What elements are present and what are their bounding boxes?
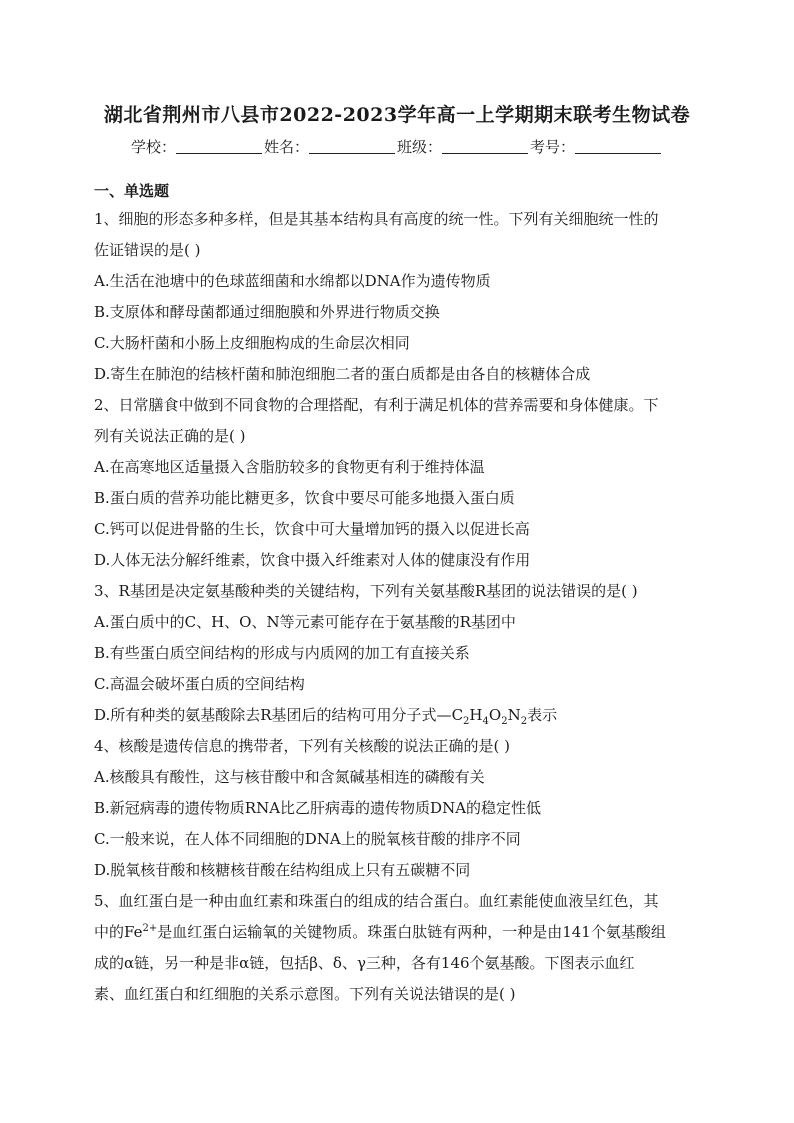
question-stem-line: 3、R基团是决定氨基酸种类的关键结构，下列有关氨基酸R基团的说法错误的是( ) bbox=[94, 582, 638, 600]
question-stem-line: 列有关说法正确的是( ) bbox=[94, 427, 246, 445]
section-heading: 一、单选题 bbox=[94, 182, 170, 200]
option-c: C.高温会破坏蛋白质的空间结构 bbox=[94, 675, 305, 693]
name-blank[interactable] bbox=[309, 139, 395, 154]
question-stem-line: 成的α链，另一种是非α链，包括β、δ、γ三种，各有146个氨基酸。下图表示血红 bbox=[94, 954, 635, 972]
page-title: 湖北省荆州市八县市2022-2023学年高一上学期期末联考生物试卷 bbox=[103, 104, 691, 126]
exam-number-field: 考号： bbox=[530, 136, 663, 157]
question-stem-line: 中的$Fe^{2+}$是血红蛋白运输氧的关键物质。珠蛋白肽链有两种，一种是由141个氨基酸组 bbox=[94, 923, 666, 941]
molecular-formula: $C_2H_4O_2N_2$ bbox=[451, 706, 528, 727]
option-d: D.脱氧核苷酸和核糖核苷酸在结构组成上只有五碳糖不同 bbox=[94, 861, 471, 879]
option-b: B.支原体和酵母菌都通过细胞膜和外界进行物质交换 bbox=[94, 303, 440, 321]
option-d: D.寄生在肺泡的结核杆菌和肺泡细胞二者的蛋白质都是由各自的核糖体合成 bbox=[94, 365, 591, 383]
student-info-row bbox=[0, 136, 794, 157]
name-field: 姓名： bbox=[264, 136, 397, 157]
question-stem-line: 2、日常膳食中做到不同食物的合理搭配，有利于满足机体的营养需要和身体健康。下 bbox=[94, 396, 659, 414]
option-c: C.钙可以促进骨骼的生长，饮食中可大量增加钙的摄入以促进长高 bbox=[94, 520, 530, 538]
option-a: A.核酸具有酸性，这与核苷酸中和含氮碱基相连的磷酸有关 bbox=[94, 768, 485, 786]
question-5 bbox=[94, 886, 706, 1010]
question-stem-line: 佐证错误的是( ) bbox=[94, 241, 201, 259]
school-blank[interactable] bbox=[176, 139, 262, 154]
exam-number-blank[interactable] bbox=[575, 139, 661, 154]
option-b: B.蛋白质的营养功能比糖更多，饮食中要尽可能多地摄入蛋白质 bbox=[94, 489, 515, 507]
class-blank[interactable] bbox=[442, 139, 528, 154]
question-4 bbox=[94, 731, 706, 886]
question-1 bbox=[94, 204, 706, 390]
iron-charge: 2+ bbox=[142, 923, 158, 934]
option-d: D.人体无法分解纤维素，饮食中摄入纤维素对人体的健康没有作用 bbox=[94, 551, 531, 569]
option-b: B.新冠病毒的遗传物质RNA比乙肝病毒的遗传物质DNA的稳定性低 bbox=[94, 799, 542, 817]
question-stem-line: 4、核酸是遗传信息的携带者，下列有关核酸的说法正确的是( ) bbox=[94, 737, 511, 755]
question-2 bbox=[94, 390, 706, 576]
class-field: 班级： bbox=[397, 136, 530, 157]
question-content bbox=[94, 180, 706, 1010]
option-a: A.蛋白质中的C、H、O、N等元素可能存在于氨基酸的R基团中 bbox=[94, 613, 516, 631]
option-c: C.一般来说，在人体不同细胞的DNA上的脱氧核苷酸的排序不同 bbox=[94, 830, 521, 848]
option-a: A.在高寒地区适量摄入含脂肪较多的食物更有利于维持体温 bbox=[94, 458, 485, 476]
option-c: C.大肠杆菌和小肠上皮细胞构成的生命层次相同 bbox=[94, 334, 410, 352]
option-a: A.生活在池塘中的色球蓝细菌和水绵都以DNA作为遗传物质 bbox=[94, 272, 491, 290]
question-stem-line: 5、血红蛋白是一种由血红素和珠蛋白的组成的结合蛋白。血红素能使血液呈红色，其 bbox=[94, 892, 659, 910]
option-d: D.所有种类的氨基酸除去R基团后的结构可用分子式$—C_2H_4O_2N_2$表示 bbox=[94, 706, 558, 727]
school-field: 学校： bbox=[131, 136, 264, 157]
question-stem-line: 1、细胞的形态多种多样，但是其基本结构具有高度的统一性。下列有关细胞统一性的 bbox=[94, 210, 659, 228]
question-3 bbox=[94, 576, 706, 731]
option-b: B.有些蛋白质空间结构的形成与内质网的加工有直接关系 bbox=[94, 644, 470, 662]
question-stem-line: 素、血红蛋白和红细胞的关系示意图。下列有关说法错误的是( ) bbox=[94, 985, 516, 1003]
